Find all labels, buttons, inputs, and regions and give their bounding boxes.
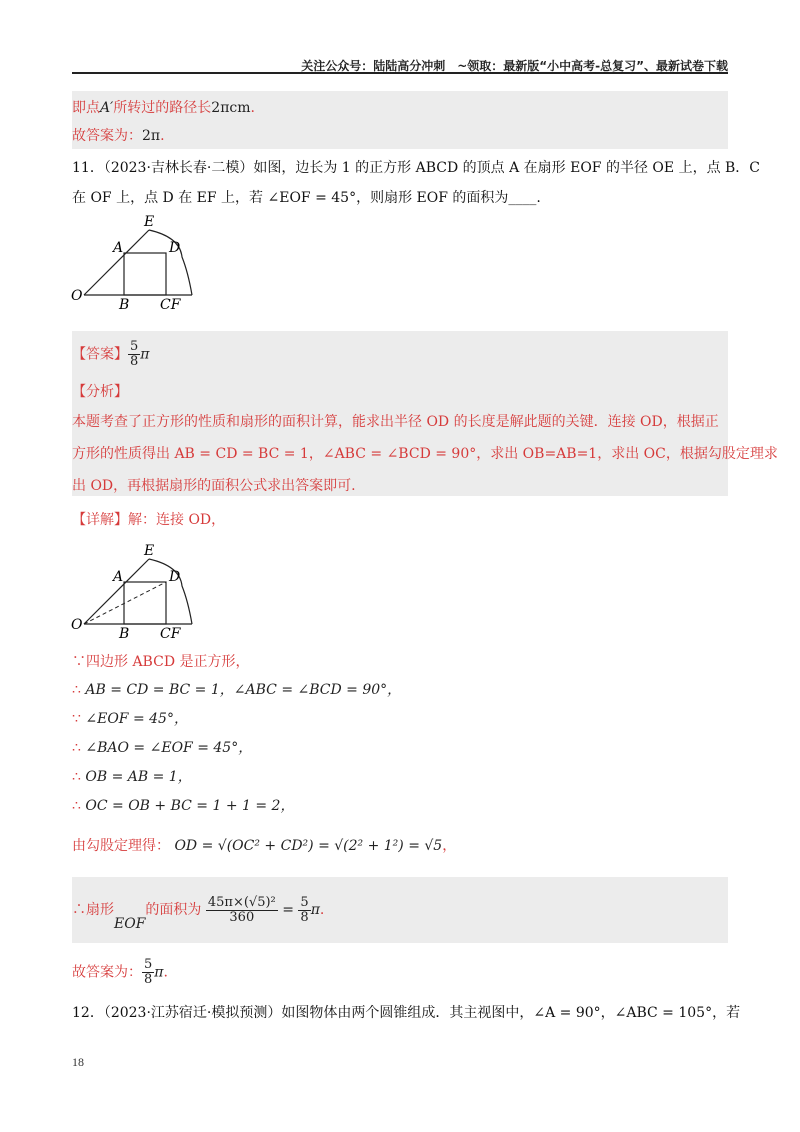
step-5: ∴ OB = AB = 1， bbox=[72, 769, 192, 785]
label-D: D bbox=[169, 240, 181, 256]
step-4: ∴ ∠BAO = ∠EOF = 45°， bbox=[72, 740, 253, 756]
analysis-line-1: 本题考查了正方形的性质和扇形的面积计算，能求出半径 OD 的长度是解此题的关键．连接 OD，根据正 bbox=[72, 414, 719, 430]
prev-line-2: 故答案为：2π. bbox=[72, 128, 165, 144]
detail-line: 【详解】解：连接 OD， bbox=[72, 512, 226, 528]
prev-line-1: 即点A′所转过的路径长2πcm. bbox=[72, 100, 255, 116]
step-2: ∴ AB = CD = BC = 1，∠ABC = ∠BCD = 90°， bbox=[72, 682, 402, 698]
label-E-2: E bbox=[144, 543, 155, 559]
step-1: ∵四边形 ABCD 是正方形， bbox=[72, 654, 250, 670]
question-11-line-2: 在 OF 上，点 D 在 EF 上，若 ∠EOF = 45°，则扇形 EOF 的面积为____. bbox=[72, 190, 541, 206]
question-12-line: 12．（2023·江苏宿迁·模拟预测）如图物体由两个圆锥组成．其主视图中，∠A = 90°，∠ABC = 105°，若 bbox=[72, 1005, 741, 1021]
label-CF-2: CF bbox=[160, 626, 181, 641]
step-3: ∵ ∠EOF = 45°， bbox=[72, 711, 188, 727]
area-result-fraction: $\frac{5}{8}$ bbox=[300, 894, 309, 925]
sector-figure-1 bbox=[68, 212, 218, 312]
label-B: B bbox=[119, 297, 130, 312]
label-O: O bbox=[71, 288, 83, 304]
answer-line: 【答案】 $\frac{5}{8}$ π bbox=[72, 339, 150, 369]
label-O-2: O bbox=[71, 617, 83, 633]
pythagoras-line: 由勾股定理得： OD = √(OC² + CD²) = √(2² + 1²) = √5， bbox=[72, 838, 457, 854]
step-6: ∴ OC = OB + BC = 1 + 1 = 2， bbox=[72, 798, 295, 814]
label-CF: CF bbox=[160, 297, 181, 312]
header-rule bbox=[72, 72, 728, 74]
final-answer: 故答案为： $\frac{5}{8}$ π. bbox=[72, 957, 168, 987]
answer-fraction: $\frac{5}{8}$ bbox=[130, 339, 139, 369]
area-fraction: $\frac{\text{45π×(√5)²}}{360}$ bbox=[207, 894, 276, 925]
analysis-label: 【分析】 bbox=[72, 384, 128, 400]
analysis-line-3: 出 OD，再根据扇形的面积公式求出答案即可. bbox=[72, 478, 356, 494]
sector-figure-2 bbox=[68, 541, 218, 641]
label-B-2: B bbox=[119, 626, 130, 641]
analysis-line-2: 方形的性质得出 AB = CD = BC = 1，∠ABC = ∠BCD = 90°，求出 OB=AB=1，求出 OC，根据勾股定理求 bbox=[72, 446, 778, 462]
label-A-2: A bbox=[113, 569, 124, 585]
page-header: 关注公众号：陆陆高分冲刺 ~领取：最新版“小中高考-总复习”、最新试卷下载 bbox=[301, 59, 728, 73]
question-11-line-1: 11．（2023·吉林长春·二模）如图，边长为 1 的正方形 ABCD 的顶点 A 在扇形 EOF 的半径 OE 上，点 B．C bbox=[72, 160, 761, 176]
final-fraction: $\frac{5}{8}$ bbox=[144, 957, 153, 987]
label-E: E bbox=[144, 214, 155, 230]
page-number: 18 bbox=[72, 1055, 84, 1069]
label-A: A bbox=[113, 240, 124, 256]
area-line: ∴扇形EOF的面积为 $\frac{\text{45π×(√5)²}}{360}$ = $\frac{5}{8}$ π. bbox=[72, 894, 325, 932]
label-D-2: D bbox=[169, 569, 181, 585]
